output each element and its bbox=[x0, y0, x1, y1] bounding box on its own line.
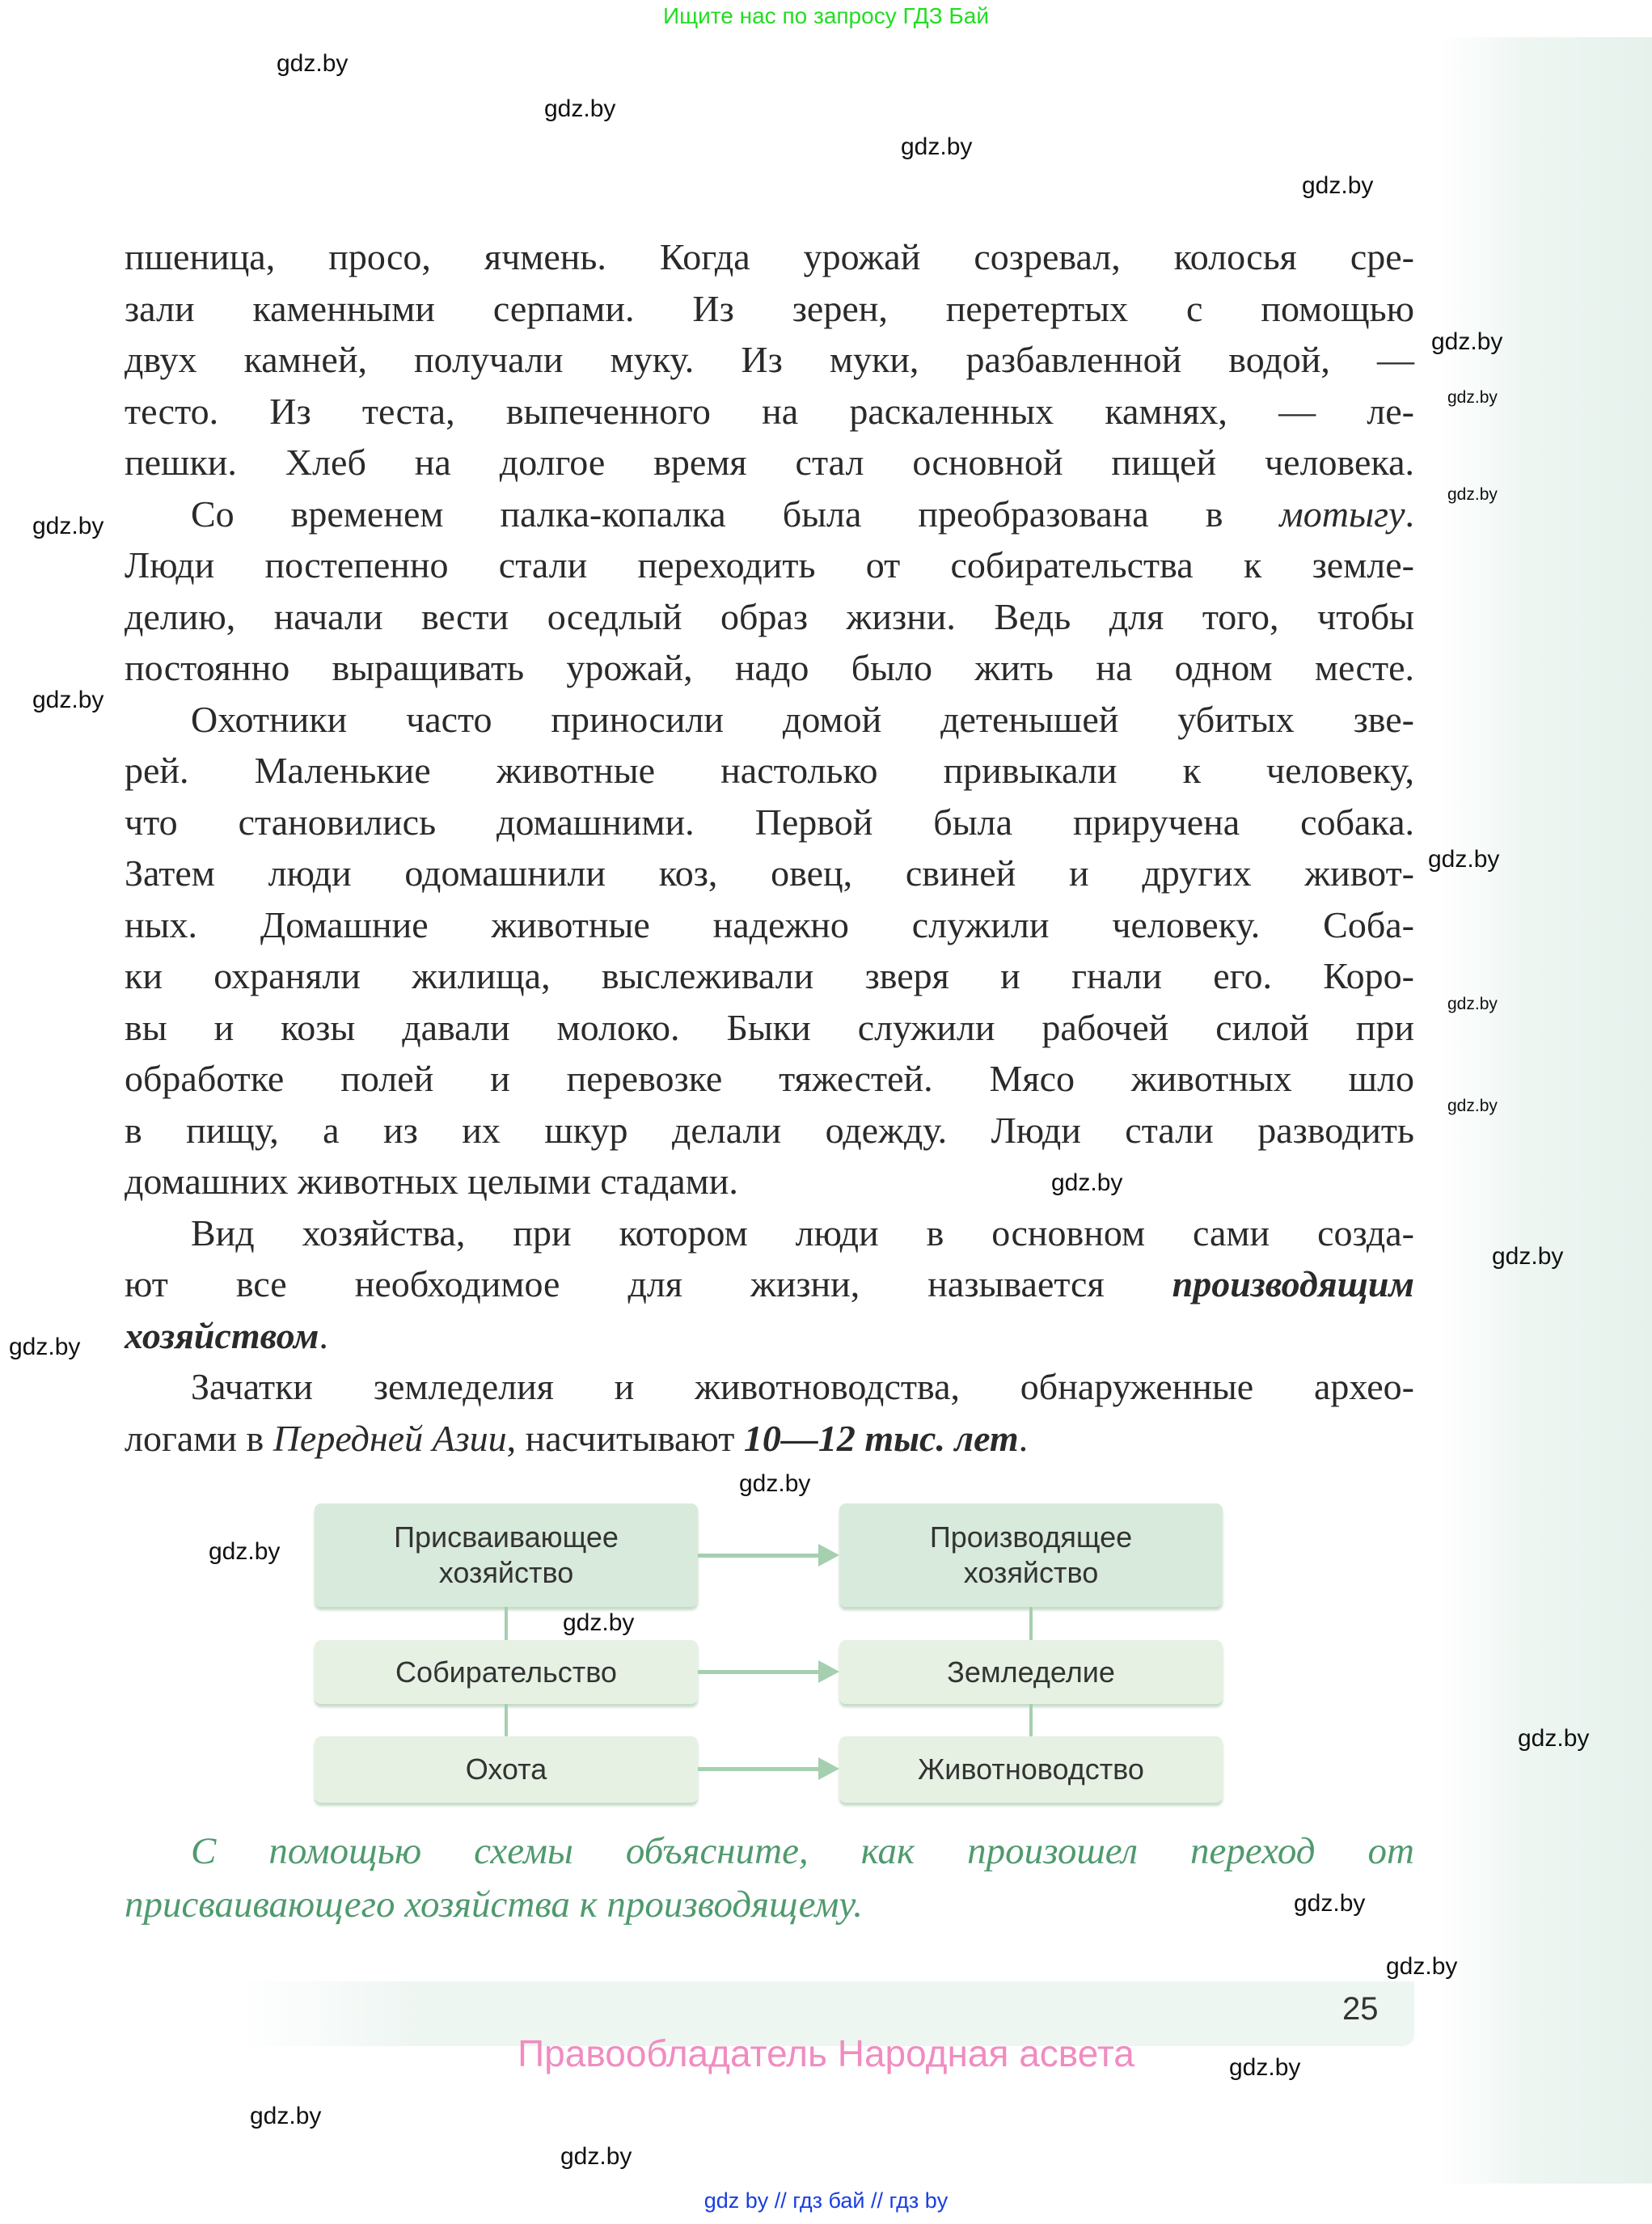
text-line bbox=[125, 283, 1414, 335]
body-text bbox=[125, 231, 1414, 1464]
footer-links[interactable]: gdz by // гдз бай // гдз by bbox=[703, 2188, 949, 2213]
text-line bbox=[125, 848, 1414, 899]
text-line bbox=[125, 1002, 1414, 1054]
text-line bbox=[125, 231, 1414, 283]
watermark: gdz.by bbox=[1294, 1890, 1366, 1917]
emphasized-text: Передней Азии bbox=[273, 1417, 507, 1459]
text-segment: . bbox=[1405, 493, 1414, 535]
text-line bbox=[125, 745, 1414, 797]
arrow-right-icon bbox=[818, 1544, 839, 1567]
text-segment: тесто. Из теста, выпеченного на раскаленных камнях, — ле- bbox=[125, 390, 1414, 432]
text-segment: в пищу, а из их шкур делали одежду. Люди стали разводить bbox=[125, 1109, 1414, 1151]
search-hint-banner[interactable]: Ищите нас по запросу ГДЗ Бай bbox=[662, 3, 990, 28]
diagram-arrow-line bbox=[698, 1554, 819, 1558]
watermark: gdz.by bbox=[9, 1334, 81, 1360]
text-segment: пешки. Хлеб на долгое время стал основной пищей человека. bbox=[125, 442, 1414, 483]
watermark: gdz.by bbox=[560, 2143, 632, 2170]
emphasized-text: хозяйством bbox=[125, 1314, 319, 1356]
text-segment: зали каменными серпами. Из зерен, перетертых с помощью bbox=[125, 287, 1414, 329]
text-segment: , насчитывают bbox=[506, 1417, 744, 1459]
watermark: gdz.by bbox=[1302, 172, 1374, 199]
watermark: gdz.by bbox=[32, 513, 104, 539]
watermark: gdz.by bbox=[277, 50, 349, 77]
text-line bbox=[125, 437, 1414, 488]
text-segment: двух камней, получали муку. Из муки, разбавленной водой, — bbox=[125, 339, 1414, 380]
question-line-1: С помощью схемы объясните, как произошел переход от bbox=[191, 1830, 1414, 1872]
text-line bbox=[125, 899, 1414, 951]
watermark: gdz.by bbox=[544, 95, 616, 122]
diagram-box-animal-husbandry: Животноводство bbox=[839, 1736, 1223, 1803]
text-segment: Люди постепенно стали переходить от собирательства к земле- bbox=[125, 544, 1414, 586]
watermark: gdz.by bbox=[1229, 2054, 1301, 2081]
text-segment: домашних животных целыми стадами. bbox=[125, 1161, 738, 1202]
text-segment: логами в bbox=[125, 1417, 273, 1459]
watermark: gdz.by bbox=[1447, 388, 1498, 407]
text-segment: рей. Маленькие животные настолько привыкали к человеку, bbox=[125, 750, 1414, 791]
question-line-2: присваивающего хозяйства к производящему. bbox=[125, 1884, 863, 1926]
text-line bbox=[125, 1053, 1414, 1105]
text-line bbox=[125, 950, 1414, 1002]
watermark: gdz.by bbox=[1492, 1243, 1564, 1270]
text-line bbox=[125, 797, 1414, 848]
text-line bbox=[125, 1361, 1414, 1413]
diagram-arrow-line bbox=[698, 1670, 819, 1674]
page-number: 25 bbox=[1342, 1991, 1379, 2027]
text-segment: Вид хозяйства, при котором люди в основном сами созда- bbox=[191, 1211, 1414, 1254]
text-line bbox=[125, 694, 1414, 746]
text-segment: . bbox=[319, 1314, 328, 1356]
watermark: gdz.by bbox=[901, 133, 973, 160]
text-line bbox=[125, 1105, 1414, 1156]
diagram-box-farming: Земледелие bbox=[839, 1640, 1223, 1704]
text-segment: что становились домашними. Первой была приручена собака. bbox=[125, 801, 1414, 843]
watermark: gdz.by bbox=[1518, 1725, 1590, 1752]
text-segment: вы и козы давали молоко. Быки служили рабочей силой при bbox=[125, 1006, 1414, 1048]
text-line bbox=[125, 1310, 1414, 1362]
watermark: gdz.by bbox=[1431, 328, 1503, 355]
text-segment: Охотники часто приносили домой детенышей убитых зве- bbox=[191, 698, 1414, 740]
watermark: gdz.by bbox=[1447, 1097, 1498, 1115]
diagram-box-producing-economy: Производящее хозяйство bbox=[839, 1503, 1223, 1607]
text-segment: ки охраняли жилища, выслеживали зверя и гнали его. Коро- bbox=[125, 955, 1414, 996]
watermark: gdz.by bbox=[739, 1470, 811, 1497]
text-line bbox=[125, 1258, 1414, 1310]
diagram-box-gathering: Собирательство bbox=[315, 1640, 698, 1704]
emphasized-text: 10—12 тыс. лет bbox=[743, 1417, 1019, 1459]
text-line bbox=[125, 488, 1414, 540]
arrow-right-icon bbox=[818, 1757, 839, 1780]
text-line bbox=[125, 539, 1414, 591]
diagram-connector bbox=[1029, 1607, 1033, 1640]
watermark: gdz.by bbox=[563, 1609, 635, 1636]
text-segment: пшеница, просо, ячмень. Когда урожай созревал, колосья сре- bbox=[125, 236, 1414, 277]
text-segment: ных. Домашние животные надежно служили человеку. Соба- bbox=[125, 903, 1414, 945]
emphasized-text: производящим bbox=[1172, 1263, 1414, 1304]
diagram-connector bbox=[1029, 1704, 1033, 1736]
arrow-right-icon bbox=[818, 1660, 839, 1683]
text-segment: Зачатки земледелия и животноводства, обнаруженные архео- bbox=[191, 1366, 1414, 1407]
diagram-connector bbox=[505, 1607, 508, 1640]
watermark: gdz.by bbox=[1447, 485, 1498, 504]
text-segment: постоянно выращивать урожай, надо было жить на одном месте. bbox=[125, 647, 1414, 688]
text-segment: обработке полей и перевозке тяжестей. Мясо животных шло bbox=[125, 1058, 1414, 1099]
diagram-connector bbox=[505, 1704, 508, 1736]
watermark: gdz.by bbox=[32, 687, 104, 713]
text-line bbox=[125, 591, 1414, 643]
copyright-notice: Правообладатель Народная асвета bbox=[518, 2032, 1134, 2074]
text-line bbox=[125, 334, 1414, 386]
watermark: gdz.by bbox=[1051, 1169, 1123, 1196]
text-line bbox=[125, 642, 1414, 694]
text-segment: Затем люди одомашнили коз, овец, свиней и других живот- bbox=[125, 852, 1414, 894]
text-segment: Со временем палка-копалка была преобразована в bbox=[191, 493, 1280, 535]
watermark: gdz.by bbox=[1386, 1953, 1458, 1980]
text-segment: ют все необходимое для жизни, называется bbox=[125, 1263, 1172, 1304]
diagram-box-hunting: Охота bbox=[315, 1736, 698, 1803]
watermark: gdz.by bbox=[250, 2103, 322, 2129]
text-line bbox=[125, 1413, 1414, 1465]
text-line bbox=[125, 1207, 1414, 1259]
watermark: gdz.by bbox=[1428, 846, 1500, 873]
watermark: gdz.by bbox=[1447, 995, 1498, 1013]
text-line bbox=[125, 386, 1414, 438]
diagram-arrow-line bbox=[698, 1767, 819, 1771]
text-segment: делию, начали вести оседлый образ жизни. Ведь для того, чтобы bbox=[125, 595, 1414, 637]
watermark: gdz.by bbox=[209, 1538, 281, 1565]
text-line bbox=[125, 1156, 1414, 1207]
diagram-box-appropriating-economy: Присваивающее хозяйство bbox=[315, 1503, 698, 1607]
emphasized-text: мотыгу bbox=[1279, 493, 1405, 535]
text-segment: . bbox=[1018, 1417, 1029, 1459]
